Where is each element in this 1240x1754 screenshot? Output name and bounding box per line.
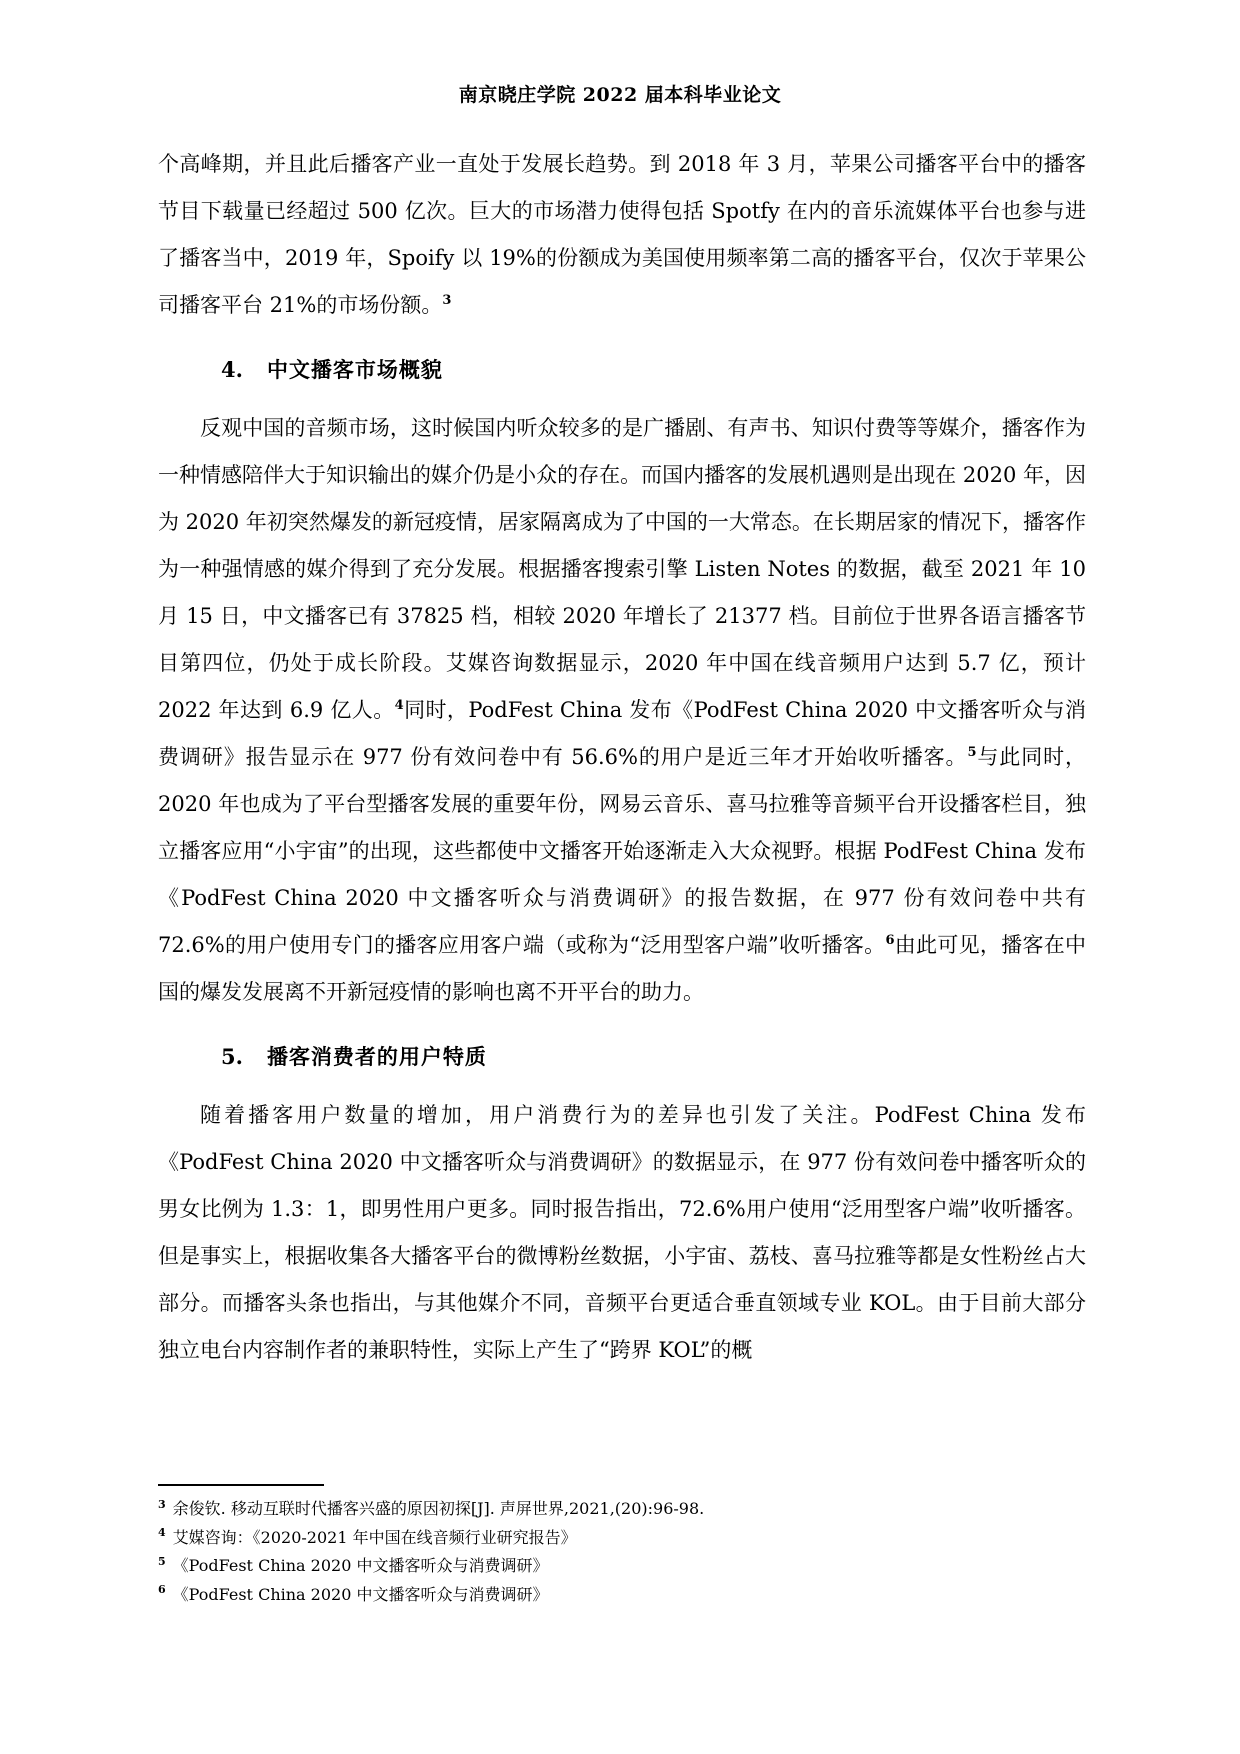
page-header [0,80,1240,107]
section-title: 中文播客市场概貌 [266,357,443,382]
superscript-footnote-ref: 4 [394,698,404,713]
footnote-separator [158,1484,324,1486]
superscript-footnote-ref: 3 [442,293,452,308]
superscript-footnote-ref: 5 [967,745,977,760]
page-header-title: 南京晓庄学院 2022 届本科毕业论文 [458,84,782,106]
section-heading-chinese-podcast-market [158,346,1086,393]
footnote-4 [158,1524,1086,1553]
section-number: 4. [221,357,243,382]
footnote-3 [158,1495,1086,1524]
paragraph-us-podcast-market: 个高峰期，并且此后播客产业一直处于发展长趋势。到 2018 年 3 月，苹果公司播客平台中的播客节目下载量已经超过 500 亿次。巨大的市场潜力使得包括 Spotfy 在内的音乐流媒体平台也参与进了播客当中，2019 年，Spoify 以 19%的份额成为美国使用频率第二高的播客平台，仅次于苹果公司播客平台 21%的市场份额。$^3$ [158,152,1086,317]
footnote-text: 《PodFest China 2020 中文播客听众与消费调研》 [172,1556,549,1575]
footnote-5 [158,1552,1086,1581]
footnote-marker: 4 [158,1526,166,1540]
footnote-marker: 3 [158,1497,166,1511]
footnote-marker: 5 [158,1554,166,1568]
paragraph-chinese-podcast-market: 反观中国的音频市场，这时候国内听众较多的是广播剧、有声书、知识付费等等媒介，播客作为一种情感陪伴大于知识输出的媒介仍是小众的存在。而国内播客的发展机遇则是出现在 2020 年，因为 2020 年初突然爆发的新冠疫情，居家隔离成为了中国的一大常态。在长期居家的情况下，播客作为一种强情感的媒介得到了充分发展。根据播客搜索引擎 Listen Notes 的数据，截至 2021 年 10 月 15 日，中文播客已有 37825 档，相较 2020 年增长了 21377 档。目前位于世界各语言播客节目第四位，仍处于成长阶段。艾媒咨询数据显示，2020 年中国在线音频用户达到 5.7 亿，预计 2022 年达到 6.9 亿人。$^4$同时，PodFest China 发布《PodFest China 2020 中文播客听众与消费调研》报告显示在 977 份有效问卷中有 56.6%的用户是近三年才开始收听播客。$^5$与此同时，2020 年也成为了平台型播客发展的重要年份，网易云音乐、喜马拉雅等音频平台开设播客栏目，独立播客应用“小宇宙”的出现，这些都使中文播客开始逐渐走入大众视野。根据 PodFest China 发布《PodFest China 2020 中文播客听众与消费调研》的报告数据，在 977 份有效问卷中共有 72.6%的用户使用专门的播客应用客户端（或称为“泛用型客户端”收听播客。$^6$由此可见，播客在中国的爆发发展离不开新冠疫情的影响也离不开平台的助力。 [158,416,1087,1004]
footnote-text: 余俊钦. 移动互联时代播客兴盛的原因初探[J]. 声屏世界,2021,(20):96-98. [172,1499,705,1518]
footnote-6 [158,1581,1086,1610]
superscript-footnote-ref: 6 [885,933,895,948]
section-title: 播客消费者的用户特质 [266,1044,487,1069]
section-heading-podcast-consumer-traits [158,1033,1086,1080]
footnote-text: 艾媒咨询：《2020-2021 年中国在线音频行业研究报告》 [172,1527,577,1547]
paragraph-podcast-consumer-traits: 随着播客用户数量的增加，用户消费行为的差异也引发了关注。PodFest China 发布《PodFest China 2020 中文播客听众与消费调研》的数据显示，在 977 份有效问卷中播客听众的男女比例为 1.3：1，即男性用户更多。同时报告指出，72.6%用户使用“泛用型客户端”收听播客。但是事实上，根据收集各大播客平台的微博粉丝数据，小宇宙、荔枝、喜马拉雅等都是女性粉丝占大部分。而播客头条也指出，与其他媒介不同，音频平台更适合垂直领域专业 KOL。由于目前大部分独立电台内容制作者的兼职特性，实际上产生了“跨界 KOL”的概 [158,1103,1086,1362]
footnote-text: 《PodFest China 2020 中文播客听众与消费调研》 [172,1584,549,1604]
section-number: 5. [221,1044,243,1069]
footnote-marker: 6 [158,1583,166,1597]
document-body [158,141,1086,1374]
footnotes-section [158,1484,1086,1609]
